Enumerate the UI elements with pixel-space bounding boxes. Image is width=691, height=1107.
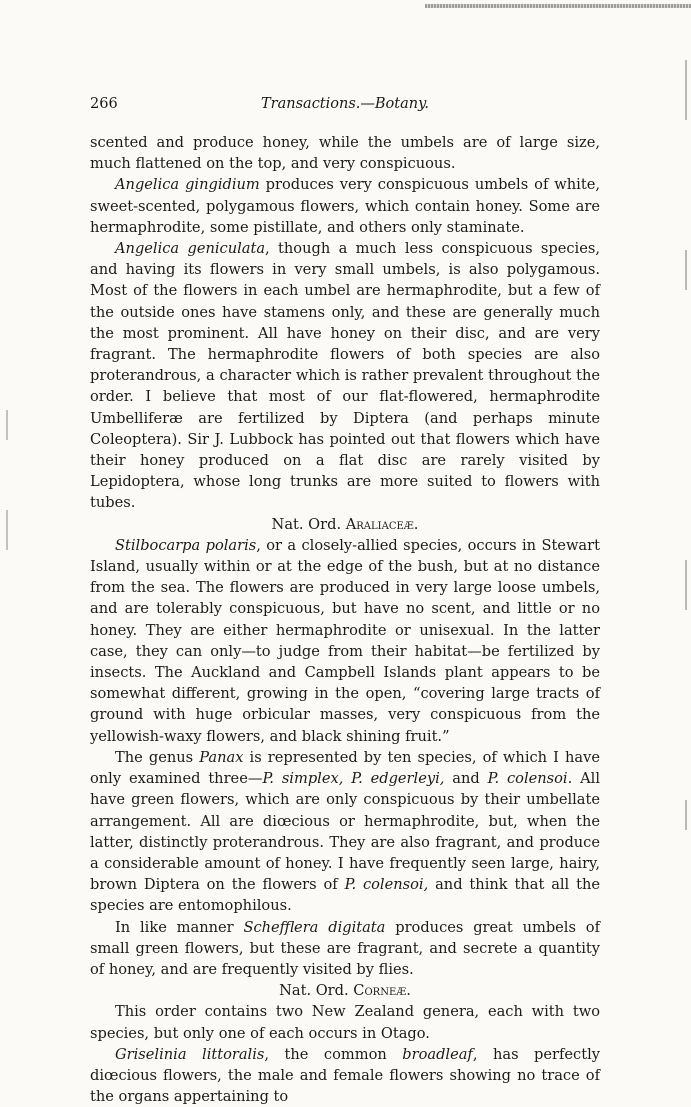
paragraph: This order contains two New Zealand genera, each with two species, but only one of each occurs in Otago. — [90, 1003, 600, 1042]
species-name: Angelica geniculata — [115, 240, 266, 258]
paragraph: Griselinia littoralis, the common broadleaf, has perfectly diœcious flowers, the male and female flowers showing no trace of the organs appertaining to — [90, 1045, 601, 1106]
paragraph: Angelica geniculata, though a much less conspicuous species, and having its flowers in very small umbels, is also polygamous. Most of the flowers in each umbel are hermaphrodite, but a few of the outside ones have stamens only, and these are generally much the most prominent. All have honey on their disc, and are very fragrant. The hermaphrodite flowers of both species are also proterandrous, a character which is rather prevalent throughout the order. I believe that most of our flat-flowered, hermaphrodite Umbelliferæ are fertilized by Diptera (and perhaps minute Coleoptera). Sir J. Lubbock has pointed out that flowers which have their honey produced on a flat disc are rarely visited by Lepidoptera, whose long trunks are more suited to flowers with tubes. — [90, 240, 600, 512]
paragraph: The genus Panax is represented by ten species, of which I have only examined three—P. simplex, P. edgerleyi, and P. colensoi. All have green flowers, which are only conspicuous by their umbellate arrangement. All are diœcious or hermaphrodite, but, when the latter, distinctly proterandrous. They are also fragrant, and produce a considerable amount of honey. I have frequently seen large, hairy, brown Diptera on the flowers of P. colensoi, and think that all the species are entomophilous. — [90, 748, 601, 915]
scan-edge-mark — [6, 510, 8, 550]
species-name: Schefflera digitata — [243, 918, 386, 936]
scan-edge-mark — [6, 410, 8, 440]
scan-edge-mark — [685, 800, 687, 830]
paragraph: Angelica gingidium produces very conspicuous umbels of white, sweet-scented, polygamous flowers, which contain honey. Some are hermaphrodite, some pistillate, and others only staminate. — [90, 176, 600, 236]
section-heading: Nat. Ord. Araliaceæ. — [271, 515, 419, 533]
book-page — [90, 96, 600, 1107]
paragraph: In like manner Schefflera digitata produces great umbels of small green flowers, but these are fragrant, and secrete a quantity of honey, and are frequently visited by flies. — [90, 918, 600, 978]
species-name: Stilbocarpa polaris — [115, 536, 257, 554]
scan-edge-mark — [685, 60, 687, 120]
running-head: Transactions.—Botany. — [261, 96, 429, 112]
page-body — [90, 132, 600, 1107]
page-header — [90, 96, 600, 120]
page-number: 266 — [90, 96, 118, 112]
section-heading: Nat. Ord. Corneæ. — [279, 982, 411, 1000]
scan-edge-mark — [685, 250, 687, 290]
scan-edge-rule — [425, 4, 691, 8]
species-name: Griselinia littoralis — [115, 1045, 265, 1063]
scan-edge-mark — [685, 560, 687, 610]
paragraph: scented and produce honey, while the umbels are of large size, much flattened on the top, and very conspicuous. — [90, 134, 600, 173]
paragraph: Stilbocarpa polaris, or a closely-allied species, occurs in Stewart Island, usually within or at the edge of the bush, but at no distance from the sea. The flowers are produced in very large loose umbels, and are tolerably conspicuous, but have no scent, and little or no honey. They are either hermaphrodite or unisexual. In the latter case, they can only—to judge from their habitat—be fertilized by insects. The Auckland and Campbell Islands plant appears to be somewhat different, growing in the open, “covering large tracts of ground with huge orbicular masses, very conspicuous from the yellowish-waxy flowers, and black shining fruit.” — [90, 536, 600, 745]
species-name: Angelica gingidium — [115, 176, 260, 194]
